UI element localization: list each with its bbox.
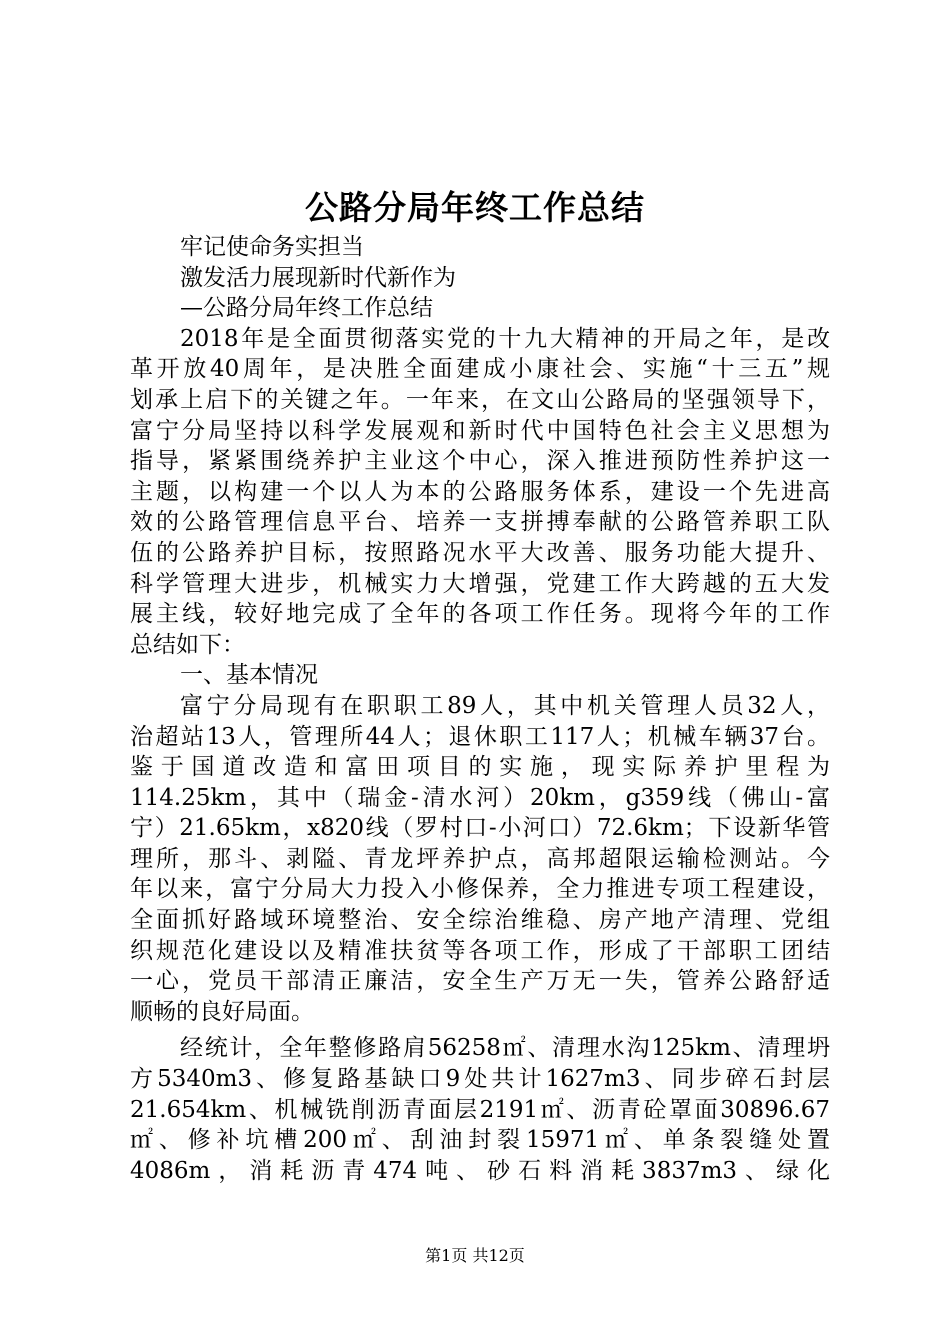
paragraph-line: 经统计，全年整修路肩56258㎡、清理水沟125km、清理坍 (180, 1035, 830, 1062)
paragraph-line: 方5340m3、修复路基缺口9处共计1627m3、同步碎石封层 (130, 1066, 830, 1093)
paragraph-line: 效的公路管理信息平台、培养一支拼搏奉献的公路管养职工队 (130, 509, 830, 536)
paragraph-line: 富宁分局现有在职职工89人，其中机关管理人员32人， (180, 692, 830, 719)
paragraph-line: 划承上启下的关键之年。一年来，在文山公路局的坚强领导下， (130, 386, 830, 413)
paragraph-line: 全面抓好路域环境整治、安全综治维稳、房产地产清理、党组 (130, 907, 830, 934)
paragraph-line: 科学管理大进步，机械实力大增强，党建工作大跨越的五大发 (130, 570, 830, 597)
paragraph-line: 21.654km、机械铣削沥青面层2191㎡、沥青砼罩面30896.67 (130, 1096, 830, 1123)
paragraph-line: 治超站13人，管理所44人；退休职工117人；机械车辆37台。 (130, 723, 830, 750)
paragraph-line: 富宁分局坚持以科学发展观和新时代中国特色社会主义思想为 (130, 417, 830, 444)
paragraph-line: 鉴于国道改造和富田项目的实施，现实际养护里程为 (130, 754, 830, 781)
page-footer: 第1页 共12页 (425, 1246, 525, 1265)
subtitle-line-2: 激发活力展现新时代新作为 (180, 264, 456, 291)
paragraph-line: 织规范化建设以及精准扶贫等各项工作，形成了干部职工团结 (130, 937, 830, 964)
document-body (130, 232, 830, 1186)
paragraph-line: 革开放40周年，是决胜全面建成小康社会、实施“十三五”规 (130, 356, 830, 383)
paragraph-line: 主题，以构建一个以人为本的公路服务体系，建设一个先进高 (130, 478, 830, 505)
section-heading: 一、基本情况 (180, 662, 318, 689)
paragraph-line: 一心，党员干部清正廉洁，安全生产万无一失，管养公路舒适 (130, 968, 830, 995)
paragraph-line: 2018年是全面贯彻落实党的十九大精神的开局之年，是改 (180, 325, 830, 352)
document-title: 公路分局年终工作总结 (305, 188, 645, 227)
paragraph-line: 年以来，富宁分局大力投入小修保养，全力推进专项工程建设， (130, 876, 830, 903)
paragraph-line: 理所，那斗、剥隘、青龙坪养护点，高邦超限运输检测站。今 (130, 845, 830, 872)
subtitle-line-1: 牢记使命务实担当 (180, 234, 364, 260)
paragraph-line: 宁）21.65km，x820线（罗村口-小河口）72.6km；下设新华管 (130, 815, 830, 842)
paragraph-line: 伍的公路养护目标，按照路况水平大改善、服务功能大提升、 (130, 539, 830, 566)
paragraph-line: 总结如下： (130, 631, 245, 658)
paragraph-line: 114.25km，其中（瑞金-清水河）20km，g359线（佛山-富 (130, 784, 830, 811)
subtitle-line-3: —公路分局年终工作总结 (180, 295, 433, 322)
paragraph-line: 4086m，消耗沥青474吨、砂石料消耗3837m3、绿化 (130, 1157, 830, 1184)
paragraph-line: 展主线，较好地完成了全年的各项工作任务。现将今年的工作 (130, 601, 830, 628)
paragraph-line: 指导，紧紧围绕养护主业这个中心，深入推进预防性养护这一 (130, 448, 830, 475)
paragraph-line: ㎡、修补坑槽200㎡、刮油封裂15971㎡、单条裂缝处置 (130, 1127, 830, 1154)
paragraph-line: 顺畅的良好局面。 (130, 998, 314, 1025)
